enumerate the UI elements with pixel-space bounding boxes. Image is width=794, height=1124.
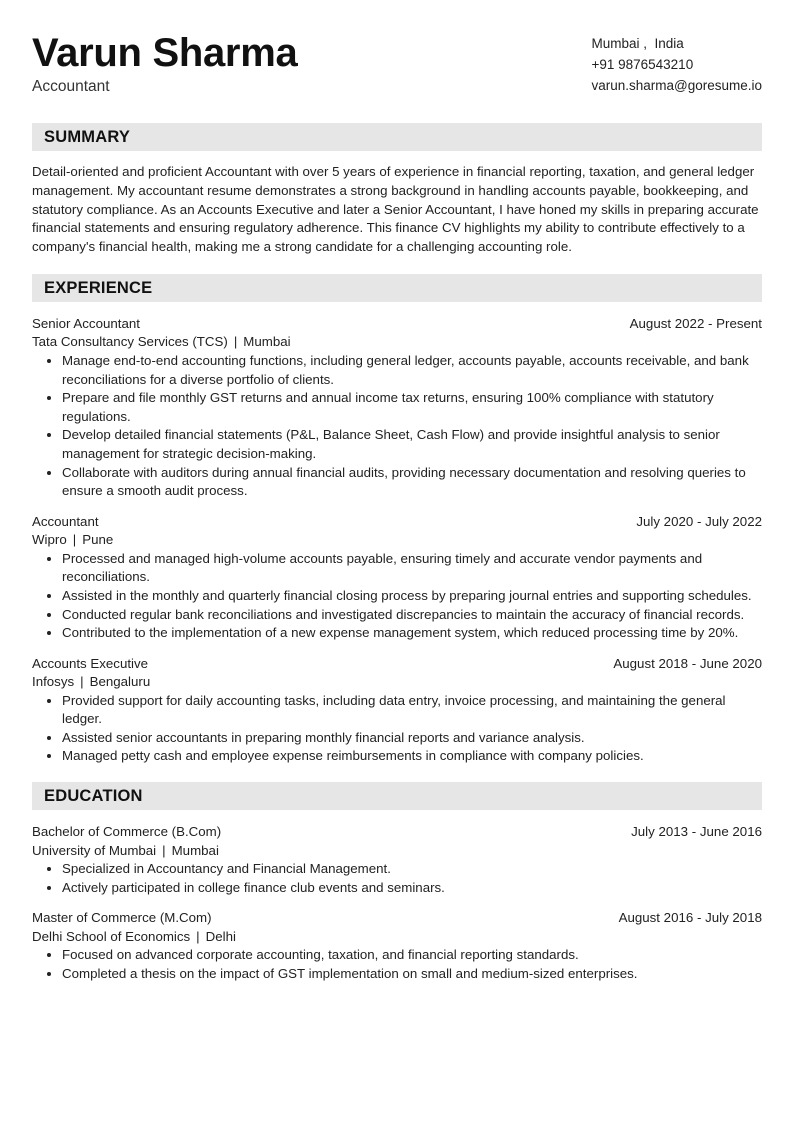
separator: | — [72, 532, 77, 548]
education-entry — [32, 909, 762, 983]
degree-name: Bachelor of Commerce (B.Com) — [32, 824, 222, 840]
contact-email: varun.sharma@goresume.io — [591, 78, 762, 93]
job-bullet: • Managed petty cash and employee expense reimbursements in compliance with company policies. — [62, 747, 762, 766]
job-bullets — [32, 692, 762, 766]
education-bullet: • Specialized in Accountancy and Financial Management. — [62, 860, 762, 879]
contact-location: Mumbai , India — [591, 36, 684, 51]
job-bullet: • Processed and managed high-volume accounts payable, ensuring timely and accurate vendor payments and reconciliations. — [62, 550, 762, 587]
school-location: Delhi — [205, 928, 236, 944]
separator: | — [80, 674, 84, 690]
summary-heading: SUMMARY — [32, 123, 762, 151]
candidate-title: Accountant — [32, 78, 110, 95]
name-block — [32, 30, 297, 96]
education-bullet: • Completed a thesis on the impact of GST implementation on small and medium-sized enterprises. — [62, 965, 762, 984]
job-bullets — [32, 352, 762, 501]
job-bullet: • Conducted regular bank reconciliations and investigated discrepancies to maintain the accuracy of financial records. — [62, 606, 762, 625]
job-bullet: • Develop detailed financial statements (P&L, Balance Sheet, Cash Flow) and provide insightful analysis to senior management for strategic decision-making. — [62, 426, 762, 463]
summary-text: Detail-oriented and proficient Accountant with over 5 years of experience in financial reporting, taxation, and general ledger management. My accountant resume demonstrates a strong background in handling accounts payable, bookkeeping, and statutory compliance. As an Accounts Executive and later a Senior Accountant, I have honed my skills in preparing accurate financial statements and ensuring regulatory adherence. This finance CV highlights my ability to contribute effectively to a company's financial health, making me a strong candidate for a challenging accounting role. — [32, 164, 759, 255]
school-name: Delhi School of Economics — [32, 928, 191, 944]
degree-dates: July 2013 - June 2016 — [631, 824, 762, 840]
education-bullet: • Actively participated in college finance club events and seminars. — [62, 879, 762, 898]
contact-block — [591, 33, 762, 96]
education-bullet: • Focused on advanced corporate accounting, taxation, and financial reporting standards. — [62, 946, 762, 965]
job-location: Pune — [82, 532, 114, 548]
job-bullets — [32, 550, 762, 643]
job-org: Tata Consultancy Services (TCS) — [32, 334, 228, 350]
experience-heading: EXPERIENCE — [32, 274, 762, 302]
job-location: Mumbai — [243, 334, 291, 350]
job-org: Wipro — [32, 532, 67, 548]
job-role: Accountant — [32, 513, 99, 529]
school-location: Mumbai — [171, 842, 219, 858]
degree-dates: August 2016 - July 2018 — [618, 910, 762, 926]
school-name: University of Mumbai — [32, 842, 157, 858]
job-dates: August 2022 - Present — [629, 315, 762, 331]
resume-header — [32, 30, 762, 96]
experience-entry — [32, 513, 762, 643]
contact-phone: +91 9876543210 — [591, 57, 694, 72]
education-entry — [32, 823, 762, 897]
candidate-name: Varun Sharma — [32, 31, 298, 75]
separator: | — [233, 334, 238, 350]
education-bullets — [32, 946, 762, 983]
job-bullet: • Assisted in the monthly and quarterly financial closing process by preparing journal entries and supporting schedules. — [62, 587, 762, 606]
job-bullet: • Provided support for daily accounting tasks, including data entry, invoice processing, and maintaining the general ledger. — [62, 692, 762, 729]
job-bullet: • Manage end-to-end accounting functions, including general ledger, accounts payable, accounts receivable, and bank reconciliations for a diverse portfolio of clients. — [62, 352, 762, 389]
degree-name: Master of Commerce (M.Com) — [32, 910, 212, 926]
job-role: Senior Accountant — [32, 315, 140, 331]
experience-entry — [32, 315, 762, 501]
job-bullet: • Contributed to the implementation of a new expense management system, which reduced processing time by 20%. — [62, 624, 762, 643]
separator: | — [162, 842, 166, 858]
education-bullets — [32, 860, 762, 897]
job-dates: August 2018 - June 2020 — [613, 655, 762, 671]
separator: | — [196, 928, 200, 944]
job-location: Bengaluru — [89, 674, 151, 690]
education-heading: EDUCATION — [32, 782, 762, 810]
job-bullet: • Collaborate with auditors during annual financial audits, providing necessary documentation and resolving queries to ensure a smooth audit process. — [62, 464, 762, 501]
experience-entry — [32, 655, 762, 766]
job-bullet: • Prepare and file monthly GST returns and annual income tax returns, ensuring 100% compliance with statutory regulations. — [62, 389, 762, 426]
job-dates: July 2020 - July 2022 — [636, 513, 762, 529]
job-bullet: • Assisted senior accountants in preparing monthly financial reports and variance analysis. — [62, 729, 762, 748]
job-org: Infosys — [32, 674, 75, 690]
job-role: Accounts Executive — [32, 655, 149, 671]
